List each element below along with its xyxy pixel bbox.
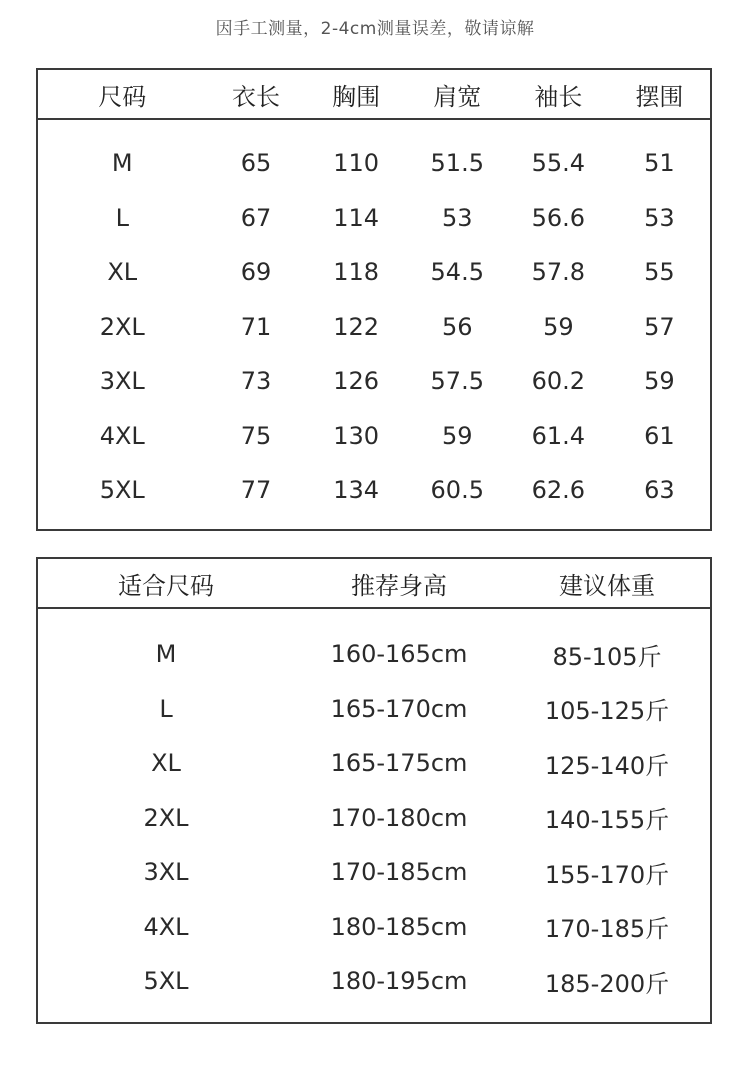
fit-recommendation-table bbox=[36, 557, 712, 1024]
fit-size-cell: 2XL bbox=[143, 803, 189, 832]
height-cell: 180-185cm bbox=[330, 912, 468, 941]
height-cell: 170-185cm bbox=[330, 858, 468, 887]
length-cell: 67 bbox=[240, 203, 272, 232]
table-row bbox=[38, 463, 710, 518]
sleeve-cell: 56.6 bbox=[531, 203, 586, 232]
table-row bbox=[38, 409, 710, 464]
fit-table-body bbox=[38, 609, 710, 1009]
sleeve-cell: 59 bbox=[543, 312, 574, 341]
weight-cell: 170-185斤 bbox=[544, 915, 670, 944]
chest-cell: 114 bbox=[333, 203, 380, 232]
header-fit-size: 适合尺码 bbox=[118, 571, 214, 600]
height-cell: 160-165cm bbox=[330, 640, 468, 669]
shoulder-cell: 54.5 bbox=[430, 258, 484, 287]
weight-cell: 155-170斤 bbox=[544, 860, 670, 889]
size-cell: L bbox=[115, 203, 129, 232]
size-cell: 4XL bbox=[99, 421, 145, 450]
height-cell: 165-170cm bbox=[330, 694, 468, 723]
header-height: 推荐身高 bbox=[351, 571, 447, 600]
hem-cell: 61 bbox=[644, 421, 675, 450]
chest-cell: 118 bbox=[333, 258, 380, 287]
header-chest: 胸围 bbox=[332, 82, 381, 111]
size-cell: 5XL bbox=[99, 476, 145, 505]
weight-cell: 105-125斤 bbox=[544, 697, 670, 726]
length-cell: 75 bbox=[240, 421, 272, 450]
sleeve-cell: 62.6 bbox=[531, 476, 586, 505]
table-row bbox=[38, 954, 710, 1009]
fit-table-header bbox=[38, 559, 710, 609]
size-cell: 2XL bbox=[99, 312, 145, 341]
shoulder-cell: 59 bbox=[441, 421, 473, 450]
table-row bbox=[38, 300, 710, 355]
chest-cell: 134 bbox=[333, 476, 380, 505]
size-measurement-table bbox=[36, 68, 712, 531]
header-sleeve: 袖长 bbox=[534, 82, 583, 111]
chest-cell: 110 bbox=[333, 149, 380, 178]
size-cell: 3XL bbox=[99, 367, 145, 396]
header-shoulder: 肩宽 bbox=[433, 82, 482, 111]
size-cell: XL bbox=[107, 258, 138, 287]
hem-cell: 53 bbox=[644, 203, 675, 232]
fit-size-cell: XL bbox=[151, 749, 181, 778]
fit-size-cell: 5XL bbox=[143, 967, 189, 996]
hem-cell: 63 bbox=[644, 476, 675, 505]
weight-cell: 185-200斤 bbox=[544, 969, 670, 998]
size-cell: M bbox=[111, 149, 133, 178]
measurement-note: 因手工测量，2-4cm测量误差，敬请谅解 bbox=[215, 19, 535, 39]
sleeve-cell: 55.4 bbox=[531, 149, 586, 178]
shoulder-cell: 60.5 bbox=[430, 476, 484, 505]
shoulder-cell: 53 bbox=[441, 203, 473, 232]
size-table-header bbox=[38, 70, 710, 120]
sleeve-cell: 61.4 bbox=[531, 421, 586, 450]
hem-cell: 55 bbox=[644, 258, 675, 287]
length-cell: 69 bbox=[240, 258, 272, 287]
table-row bbox=[38, 791, 710, 846]
table-row bbox=[38, 191, 710, 246]
height-cell: 180-195cm bbox=[330, 967, 468, 996]
fit-size-cell: 4XL bbox=[143, 912, 189, 941]
chest-cell: 130 bbox=[333, 421, 380, 450]
weight-cell: 125-140斤 bbox=[544, 751, 670, 780]
hem-cell: 59 bbox=[644, 367, 675, 396]
shoulder-cell: 51.5 bbox=[430, 149, 484, 178]
chest-cell: 126 bbox=[333, 367, 380, 396]
height-cell: 165-175cm bbox=[330, 749, 468, 778]
size-table-body bbox=[38, 120, 710, 518]
length-cell: 73 bbox=[240, 367, 272, 396]
chest-cell: 122 bbox=[333, 312, 380, 341]
sleeve-cell: 60.2 bbox=[531, 367, 586, 396]
header-weight: 建议体重 bbox=[559, 571, 655, 600]
table-row bbox=[38, 245, 710, 300]
header-hem: 摆围 bbox=[635, 82, 684, 111]
table-row bbox=[38, 136, 710, 191]
height-cell: 170-180cm bbox=[330, 803, 468, 832]
table-row bbox=[38, 354, 710, 409]
header-size: 尺码 bbox=[98, 82, 147, 111]
shoulder-cell: 57.5 bbox=[430, 367, 484, 396]
shoulder-cell: 56 bbox=[441, 312, 473, 341]
fit-size-cell: L bbox=[159, 694, 173, 723]
table-row bbox=[38, 845, 710, 900]
table-row bbox=[38, 627, 710, 682]
fit-size-cell: 3XL bbox=[143, 858, 189, 887]
length-cell: 65 bbox=[240, 149, 272, 178]
hem-cell: 51 bbox=[644, 149, 675, 178]
length-cell: 77 bbox=[240, 476, 272, 505]
table-row bbox=[38, 900, 710, 955]
length-cell: 71 bbox=[240, 312, 272, 341]
table-row bbox=[38, 682, 710, 737]
weight-cell: 140-155斤 bbox=[544, 806, 670, 835]
fit-size-cell: M bbox=[155, 640, 177, 669]
table-row bbox=[38, 736, 710, 791]
weight-cell: 85-105斤 bbox=[552, 642, 662, 671]
hem-cell: 57 bbox=[644, 312, 675, 341]
header-length: 衣长 bbox=[232, 82, 281, 111]
sleeve-cell: 57.8 bbox=[531, 258, 586, 287]
